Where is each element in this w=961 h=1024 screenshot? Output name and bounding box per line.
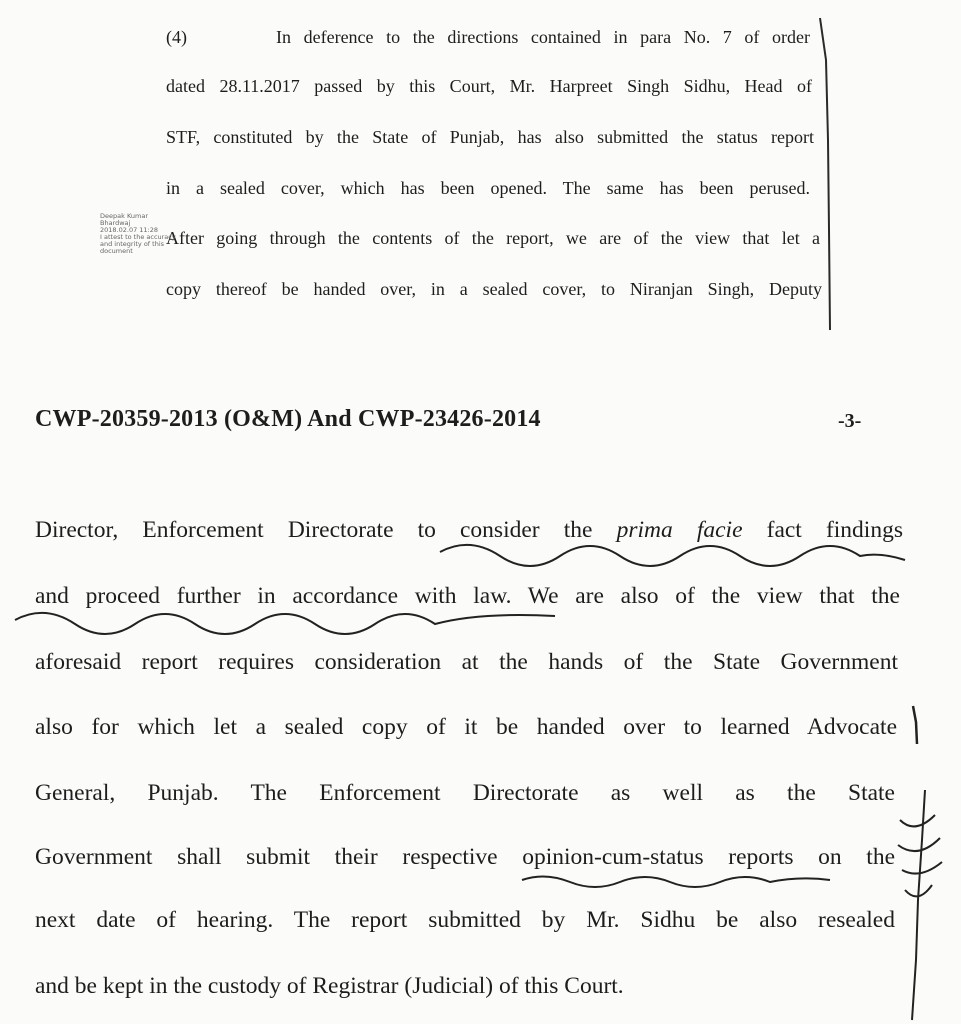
top-line-4: in a sealed cover, which has been opened. The same has been perused. bbox=[166, 178, 810, 198]
margin-tick bbox=[913, 706, 917, 744]
body-line-3: aforesaid report requires consideration at the hands of the State Government bbox=[35, 649, 898, 675]
wavy-underline-1 bbox=[440, 545, 905, 566]
italic-phrase: prima facie bbox=[616, 517, 743, 543]
body-line-4: also for which let a sealed copy of it be handed over to learned Advocate bbox=[35, 714, 897, 740]
body-line-6: Government shall submit their respective opinion-cum-status reports on the bbox=[35, 844, 895, 870]
top-line-5: After going through the contents of the report, we are of the view that let a bbox=[166, 228, 820, 248]
body-line-5: General, Punjab. The Enforcement Directorate as well as the State bbox=[35, 780, 895, 806]
body-line-7: next date of hearing. The report submitted by Mr. Sidhu be also resealed bbox=[35, 907, 895, 933]
page-number: -3- bbox=[838, 410, 862, 432]
top-line-1: In deference to the directions contained in para No. 7 of order bbox=[276, 27, 810, 47]
stamp-name: Deepak Kumar Bhardwaj bbox=[100, 212, 148, 227]
wavy-underline-2 bbox=[15, 613, 555, 634]
top-line-2: dated 28.11.2017 passed by this Court, Mr. Harpreet Singh Sidhu, Head of bbox=[166, 76, 812, 96]
stamp-date: 2018.02.07 11:28 bbox=[100, 226, 159, 234]
body-line-2: and proceed further in accordance with law. We are also of the view that the bbox=[35, 583, 900, 609]
body-line-1-start: Director, Enforcement Directorate to consider the bbox=[35, 517, 617, 543]
case-title: CWP-20359-2013 (O&M) And CWP-23426-2014 bbox=[35, 406, 541, 432]
body-line-1-end: fact findings bbox=[742, 517, 903, 543]
body-line-8: and be kept in the custody of Registrar (Judicial) of this Court. bbox=[35, 973, 624, 999]
margin-line-top bbox=[820, 18, 830, 330]
wavy-underline-3 bbox=[522, 876, 830, 887]
margin-scribble bbox=[898, 790, 942, 1020]
top-line-6: copy thereof be handed over, in a sealed cover, to Niranjan Singh, Deputy bbox=[166, 279, 822, 299]
stamp-statement: I attest to the accuracy and integrity of this document bbox=[100, 233, 176, 255]
para-number: (4) bbox=[166, 27, 187, 47]
top-line-3: STF, constituted by the State of Punjab, has also submitted the status report bbox=[166, 127, 814, 147]
